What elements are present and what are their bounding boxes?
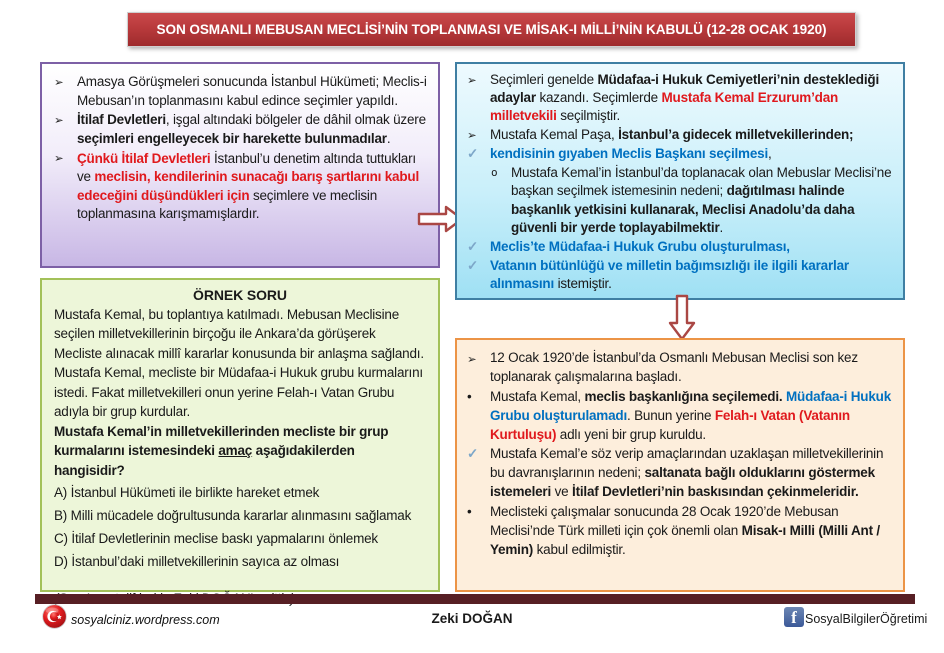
bullet-item [467,257,894,293]
bullet-text [77,111,428,148]
arrow-bullet-icon: ➢ [467,74,477,87]
question-box-title: ÖRNEK SORU [193,287,287,303]
check-bullet-icon: ✓ [467,146,479,162]
text-segment: C) İtilaf Devletlerinin meclise baskı yapmalarını önlemek [54,531,378,547]
arrow-bullet-icon: ➢ [54,114,64,127]
footer-divider [35,594,915,604]
text-segment: kendisinin gıyaben Meclis Başkanı seçilmesi [490,146,769,162]
info-box-mustafa-kemal-requests [455,62,905,300]
text-segment: 12 Ocak 1920’de İstanbul’da Osmanlı Mebusan Meclisi son kez toplanarak çalışmalarına başladı. [490,350,858,384]
arrow-down-icon [667,294,697,342]
text-segment: seçimlere ve meclisin toplanmasına karışmamışlardır. [77,187,378,222]
bullet-item [467,388,894,445]
text-segment: İtilaf Devletleri’nin baskısından çekinmeleridir. [572,484,859,500]
text-segment: kazandı. Seçimlerde [535,90,662,106]
bullet-text [490,349,894,387]
text-segment: Mustafa Kemal’in milletvekillerinden mecliste bir grup kurmalarını istemesindeki [54,423,389,459]
text-segment: amaç [218,443,253,459]
facebook-icon: f [784,607,804,627]
bullet-text [77,150,428,225]
check-bullet-icon: ✓ [467,446,479,462]
text-segment: adlı yeni bir grup kuruldu. [556,426,706,442]
text-segment: kabul edilmiştir. [533,541,626,557]
text-segment: seçilmiştir. [556,108,621,124]
bullet-text [490,145,894,163]
bullet-item [467,71,894,125]
text-segment: Meclisteki çalışmalar sonucunda 28 Ocak 1920’de Mebusan Meclisi’nde Türk milleti için çok önemli olan [490,504,839,539]
text-segment: meclisin, kendilerinin sunacağı barış şartlarını kabul edeceğini düşündükleri için [77,169,419,203]
bullet-text [490,238,894,256]
arrow-bullet-icon: ➢ [467,129,477,142]
bullet-text [490,503,894,560]
option-a [54,483,426,502]
text-segment: Mustafa Kemal, [490,388,585,404]
bullet-text [490,445,894,502]
facebook-credit [784,607,927,627]
bullet-text [490,257,894,293]
text-segment: Mustafa Kemal’in İstanbul’da toplanacak olan Mebuslar Meclisi’ne başkan seçilmek istemesinin nedeni; [511,165,892,199]
arrow-bullet-icon: ➢ [467,353,477,366]
question-intro [54,305,426,422]
bullet-item [467,126,894,144]
bullet-item [467,238,894,256]
option-c [54,529,426,548]
text-segment: , işgal altındaki bölgeler de dâhil olmak üzere [165,112,426,128]
arrow-bullet-icon: ➢ [54,76,64,89]
option-b [54,506,426,525]
bullet-item [467,164,894,236]
bullet-text [490,126,894,144]
check-bullet-icon: ✓ [467,238,479,254]
text-segment: Vatanın bütünlüğü ve milletin bağımsızlığı ile ilgili kararlar alınmasını [490,257,849,291]
text-segment: saltanata bağlı olduklarını göstermek istemeleri [490,465,875,500]
info-box-elections [40,62,440,268]
text-segment: istemiştir. [554,275,612,291]
text-segment: aşağıdakilerden hangisidir? [54,443,355,478]
text-segment: . Bunun yerine [627,407,715,423]
text-segment: Mustafa Kemal’e söz verip amaçlarından uzaklaşan milletvekillerinin bu davranışlarının nedeni; [490,446,884,481]
bullet-text [490,388,894,445]
facebook-page-name: SosyalBilgilerÖğretimi [805,612,928,626]
text-segment: , [768,146,772,162]
bullet-text [511,164,894,236]
text-segment: Seçimleri genelde [490,72,598,87]
question-box-content [42,303,438,614]
text-segment: A) İstanbul Hükümeti ile birlikte hareket etmek [54,485,320,501]
bullet-item [54,111,428,148]
bullet-text [490,71,894,125]
page-title: SON OSMANLI MEBUSAN MECLİSİ’NİN TOPLANMASI VE MİSAK-I MİLLİ’NİN KABULÜ (12-28 OCAK 1920) [156,22,827,37]
example-question-box [40,278,440,592]
title-banner [127,12,856,47]
sub-bullet-icon: o [491,166,498,180]
text-segment: Mustafa Kemal, bu toplantıya katılmadı. Mebusan Meclisine seçilen milletvekillerinin birçoğu ile Ankara’da görüşerek Mecliste alınacak millî kararlar konusunda bir anlaşma sağlandı. Mustafa Kemal, mecliste bir Müdafaa-i Hukuk grubu kurmalarını istedi. Fakat milletvekilleri onun yerine Felah-ı Vatan Grubu adıyla bir grup kurdular. [54,307,424,420]
text-segment: meclis başkanlığına seçilemedi. [584,388,786,404]
text-segment: Mustafa Kemal Erzurum’dan milletvekili [490,90,839,124]
bullet-item [467,445,894,502]
text-segment: Meclis’te Müdafaa-i Hukuk Grubu oluşturulması, [490,238,790,254]
bullet-item [54,150,428,225]
option-d [54,552,426,571]
bullet-item [467,145,894,163]
author-name: Zeki DOĞAN [431,611,513,626]
text-segment: İtilaf Devletleri [77,112,166,128]
arrow-bullet-icon: ➢ [54,153,64,165]
check-bullet-icon: ✓ [467,257,479,273]
bullet-item [467,503,894,560]
text-segment: ve [551,484,573,500]
text-segment: Mustafa Kemal Paşa, [490,127,619,143]
info-box-meclis-results [455,338,905,592]
info-box-results-content [457,340,903,569]
text-segment: . [386,130,391,146]
website-url: sosyalciniz.wordpress.com [71,613,220,627]
bullet-item [467,349,894,387]
text-segment: . [719,219,724,235]
text-segment: İstanbul’a gidecek milletvekillerinden; [618,127,854,143]
bullet-text [77,73,428,110]
text-segment: Misak-ı Milli (Milli Ant / Yemin) [490,523,880,557]
dot-bullet-icon: • [467,388,472,404]
info-box-elections-content [42,64,438,233]
text-segment: dağıtılması halinde başkanlık yetkisini kullanarak, Meclisi Anadolu’da daha güvenli bir yerde toplayabilmektir [511,183,855,235]
dot-bullet-icon: • [467,504,472,520]
info-box-requests-content [457,64,903,300]
text-segment: Felah-ı Vatan (Vatanın Kurtuluşu) [490,407,850,442]
bullet-item [54,73,428,110]
text-segment: Müdafaa-i Hukuk Grubu oluşturulamadı [490,388,892,423]
text-segment: seçimleri engelleyecek bir harekette bulunmadılar [77,130,387,146]
text-segment: İstanbul’u denetim altında tuttukları ve [77,150,416,185]
text-segment: Müdafaa-i Hukuk Cemiyetleri’nin desteklediği adaylar [490,72,879,106]
text-segment: B) Milli mücadele doğrultusunda kararlar alınmasını sağlamak [54,508,412,524]
text-segment: D) İstanbul’daki milletvekillerinin sayıca az olması [54,554,340,570]
question-stem [54,422,426,480]
text-segment: Çünkü İtilaf Devletleri [77,150,214,166]
text-segment: Amasya Görüşmeleri sonucunda İstanbul Hükümeti; Meclis-i Mebusan’ın toplanmasını kabul edince seçimler yapıldı. [77,74,427,108]
